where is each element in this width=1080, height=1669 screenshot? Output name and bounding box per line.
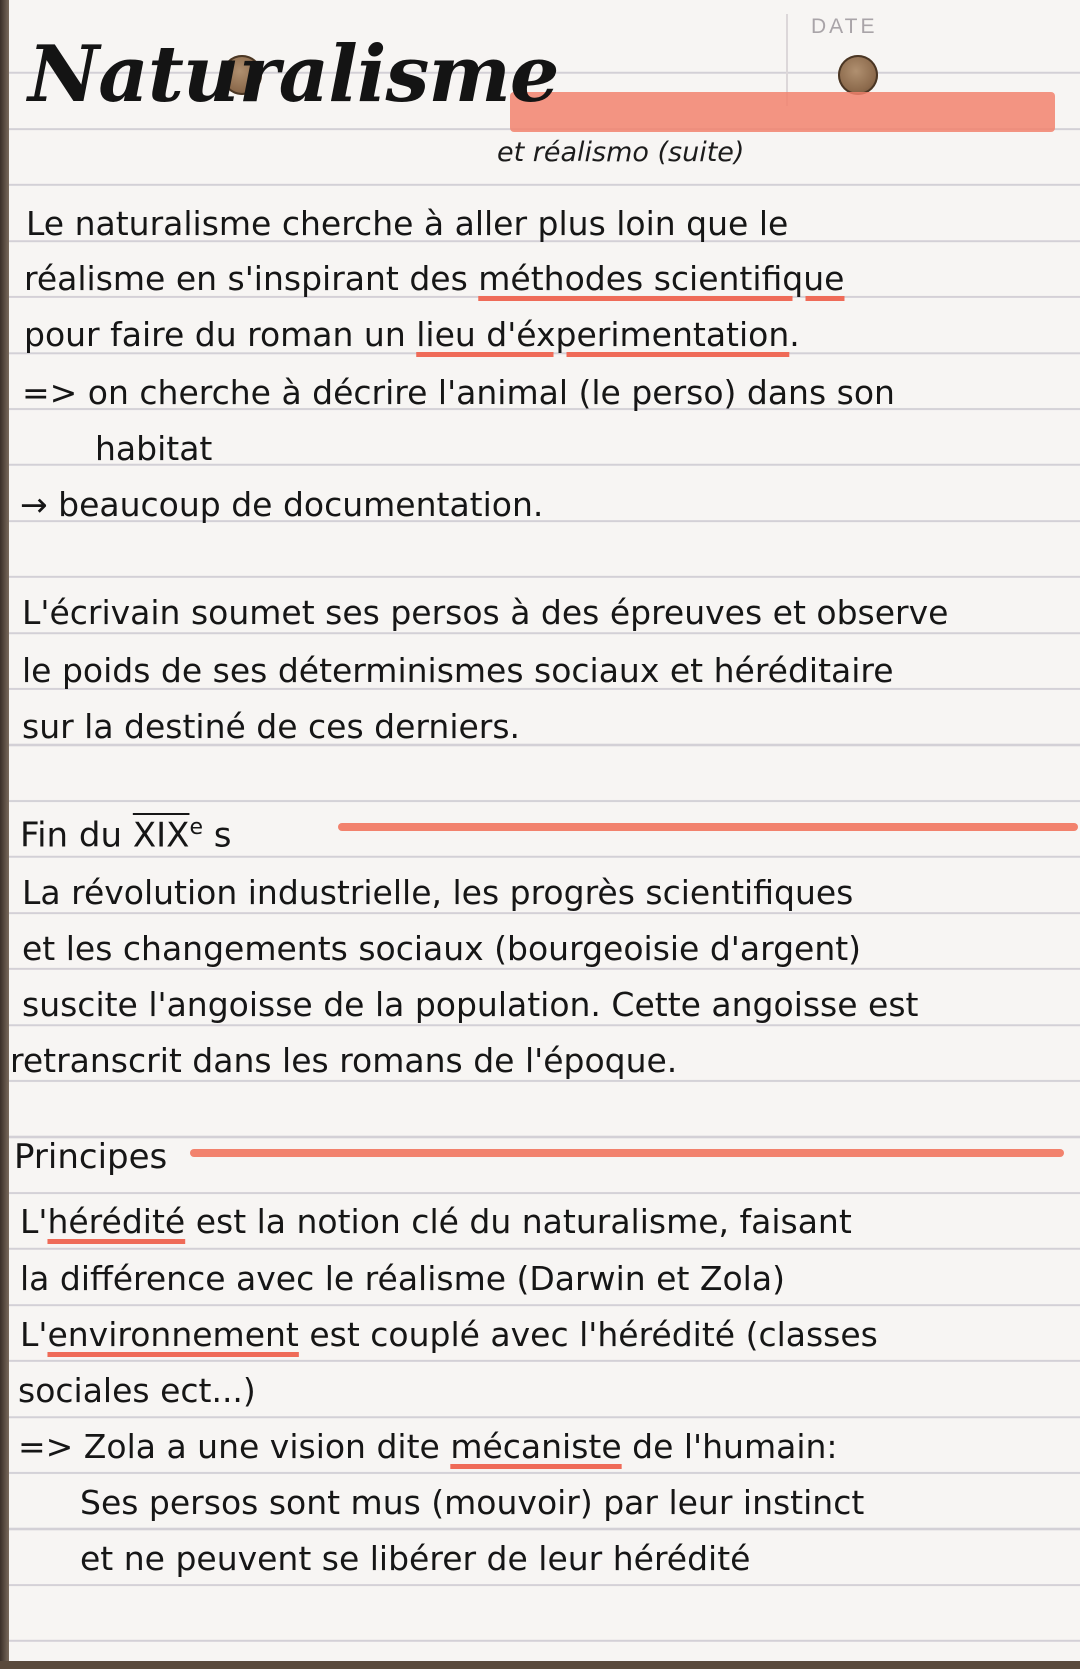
text-line: suscite l'angoisse de la population. Cette angoisse est	[22, 985, 919, 1024]
heading-text: Fin du	[20, 815, 133, 856]
text-fragment: .	[789, 315, 800, 354]
text-line	[18, 1427, 838, 1466]
text-line	[20, 1202, 852, 1241]
text-line: la différence avec le réalisme (Darwin et Zola)	[20, 1259, 785, 1298]
binder-hole	[838, 55, 878, 95]
text-line: habitat	[95, 429, 213, 468]
text-line: et les changements sociaux (bourgeoisie d'argent)	[22, 929, 862, 968]
text-line: sur la destiné de ces derniers.	[22, 707, 521, 746]
underlined-term: environnement	[47, 1315, 299, 1354]
underlined-term: hérédité	[47, 1202, 186, 1241]
text-fragment: de l'humain:	[621, 1427, 838, 1466]
text-line: le poids de ses déterminismes sociaux et héréditaire	[22, 651, 894, 690]
heading-text: s	[203, 815, 232, 856]
text-line: → beaucoup de documentation.	[20, 485, 544, 524]
section-heading: Principes	[14, 1137, 168, 1177]
text-fragment: L'	[20, 1202, 48, 1241]
text-fragment: est couplé avec l'hérédité (classes	[298, 1315, 878, 1354]
text-line: sociales ect...)	[18, 1371, 256, 1410]
underlined-term: méthodes scientifique	[478, 259, 845, 298]
title-highlight	[510, 92, 1055, 132]
text-line: Ses persos sont mus (mouvoir) par leur instinct	[80, 1483, 865, 1522]
text-fragment: => Zola a une vision dite	[18, 1427, 451, 1466]
page-title: Naturalisme	[28, 29, 559, 120]
text-line: => on cherche à décrire l'animal (le perso) dans son	[22, 373, 895, 412]
text-line: Le naturalisme cherche à aller plus loin que le	[26, 204, 789, 243]
page-bottom-edge	[0, 1661, 1080, 1669]
text-line: L'écrivain soumet ses persos à des épreuves et observe	[22, 593, 949, 632]
text-fragment: réalisme en s'inspirant des	[24, 259, 479, 298]
underlined-term: lieu d'éxperimentation	[416, 315, 790, 354]
text-line	[20, 1315, 878, 1354]
text-line	[24, 259, 845, 298]
heading-highlight-line	[190, 1149, 1064, 1157]
text-fragment: L'	[20, 1315, 48, 1354]
text-line: La révolution industrielle, les progrès scientifiques	[22, 873, 854, 912]
superscript: e	[189, 815, 203, 840]
text-line	[24, 315, 800, 354]
text-line: et ne peuvent se libérer de leur hérédité	[80, 1539, 751, 1578]
roman-numeral: $\overline{XIX}$	[132, 815, 190, 856]
underlined-term: mécaniste	[450, 1427, 622, 1466]
section-heading	[20, 815, 232, 856]
text-fragment: pour faire du roman un	[24, 315, 417, 354]
page-subtitle: et réalismo (suite)	[497, 137, 745, 168]
heading-highlight-line	[338, 823, 1078, 831]
date-label: DATE	[811, 15, 878, 38]
text-fragment: est la notion clé du naturalisme, faisant	[185, 1202, 852, 1241]
page-left-edge	[0, 0, 9, 1669]
text-line: retranscrit dans les romans de l'époque.	[10, 1041, 678, 1080]
